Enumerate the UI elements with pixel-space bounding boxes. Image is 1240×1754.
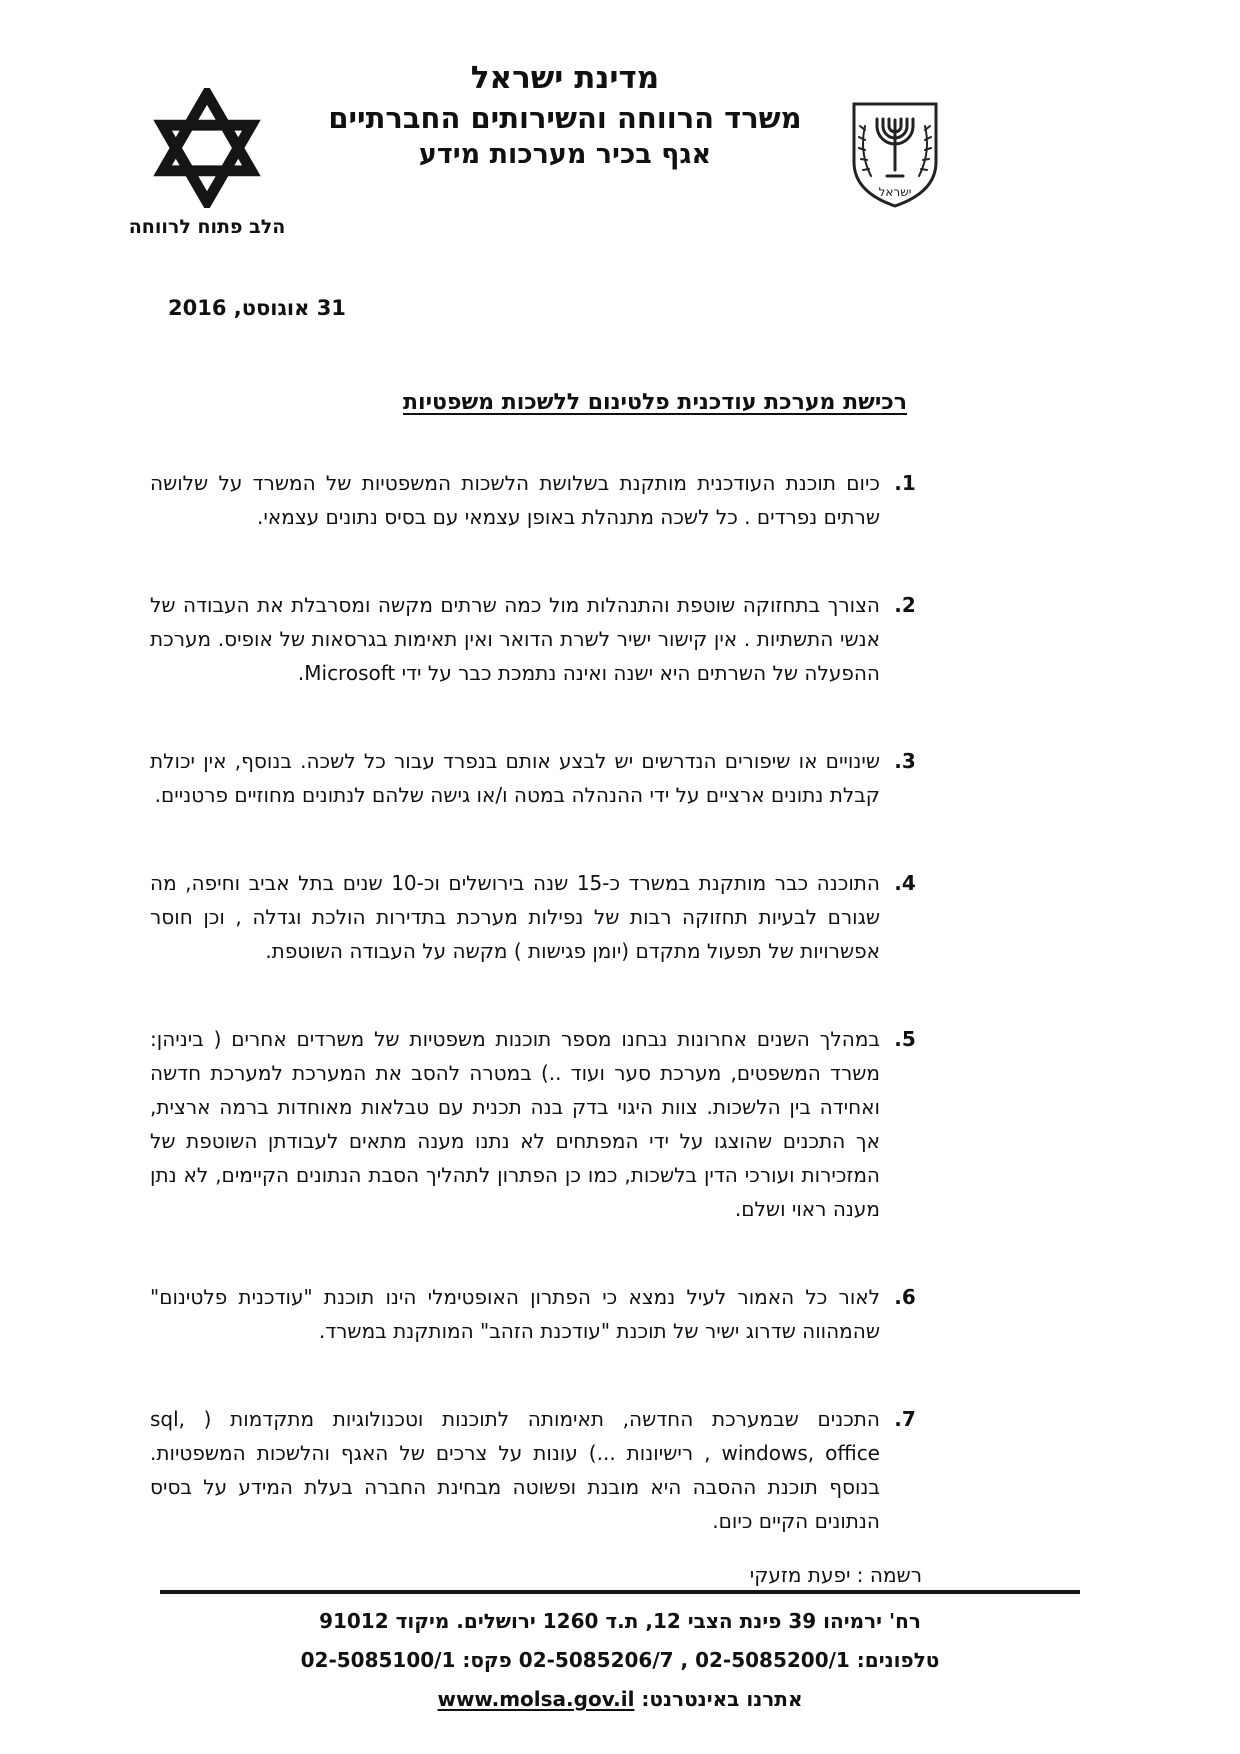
- paragraph-text: במהלך השנים אחרונות נבחנו מספר תוכנות משפטיות של משרדים אחרים ( ביניהן: משרד המשפטים, מערכת סער ועוד ..) במטרה להסב את המערכת למערכת חדשה ואחידה בין הלשכות. צוות היגוי בדק בנה תכנית עם טבלאות מאוחדות ברמה ארצית, אך התכנים שהוצגו על ידי המפתחים לא נתנו מענה מתאים לעבודתן השוטפת של המזכירות ועורכי הדין בלשכות, כמו כן הפתרון לתהליך הסבת הנתונים הקיימים, לא נתן מענה ראוי ושלם.: [150, 1027, 880, 1221]
- paragraph-text: התוכנה כבר מותקנת במשרד כ-15 שנה בירושלים וכ-10 שנים בתל אביב וחיפה, מה שגורם לבעיות תחזוקה רבות של נפילות מערכת בתדירות הולכת וגדלה , וכן חוסר אפשרויות של תפעול מתקדם (יומן פגישות ) מקשה על העבודה השוטפת.: [150, 871, 880, 963]
- website-link[interactable]: www.molsa.gov.il: [437, 1687, 635, 1711]
- numbered-paragraph: [150, 466, 922, 534]
- letter-date: 31 אוגוסט, 2016: [168, 296, 346, 320]
- israel-state-emblem-icon: [845, 100, 945, 214]
- paragraph-number: 4.: [894, 871, 916, 895]
- numbered-paragraph: [150, 866, 922, 968]
- footer-website-line: [160, 1684, 1080, 1714]
- paragraph-number: 3.: [894, 749, 916, 773]
- paragraph-number: 6.: [894, 1285, 916, 1309]
- state-name: מדינת ישראל: [470, 60, 660, 96]
- letter-body: [150, 466, 922, 1592]
- paragraph-number: 1.: [894, 471, 916, 495]
- paragraph-text: התכנים שבמערכת החדשה, תאימותה לתוכנות וטכנולוגיות מתקדמות ( sql, windows, office , רישיונות ...) עונות על צרכים של האגף והלשכות המשפטיות. בנוסף תוכנת ההסבה היא מובנת ופשוטה מבחינת החברה בעלת המידע על בסיס הנתונים הקיים כיום.: [150, 1407, 880, 1533]
- letter-subject-title: רכישת מערכת עודכנית פלטינום ללשכות משפטיות: [402, 390, 908, 415]
- footer-address: רח' ירמיהו 39 פינת הצבי 12, ת.ד 1260 ירושלים. מיקוד 91012: [319, 1609, 921, 1633]
- numbered-paragraph: [150, 1280, 922, 1348]
- letter-footer: [160, 1590, 1080, 1723]
- paragraph-number: 5.: [894, 1027, 916, 1051]
- letterhead-titles: [215, 58, 915, 173]
- website-label: אתרנו באינטרנט:: [641, 1687, 803, 1711]
- paragraph-text: שינויים או שיפורים הנדרשים יש לבצע אותם בנפרד עבור כל לשכה. בנוסף, אין יכולת קבלת נתונים ארציים על ידי ההנהלה במטה ו/או גישה שלהם לנתונים מחוזיים פרטניים.: [150, 749, 880, 807]
- footer-divider: [160, 1590, 1080, 1594]
- logo-caption: הלב פתוח לרווחה: [128, 216, 286, 238]
- paragraph-text: הצורך בתחזוקה שוטפת והתנהלות מול כמה שרתים מקשה ומסרבלת את העבודה של אנשי התשתיות . אין קישור ישיר לשרת הדואר ואין תאימות בגרסאות של אופיס. מערכת ההפעלה של השרתים היא ישנה ואינה נתמכת כבר על ידי Microsoft.: [150, 593, 880, 685]
- numbered-paragraph: [150, 588, 922, 690]
- paragraph-number: 2.: [894, 593, 916, 617]
- division-name: אגף בכיר מערכות מידע: [418, 139, 712, 171]
- svg-text:ישראל: ישראל: [878, 185, 912, 199]
- recorded-by-signature: רשמה : יפעת מזעקי: [749, 1563, 922, 1587]
- paragraph-text: לאור כל האמור לעיל נמצא כי הפתרון האופטימלי הינו תוכנת "עודכנית פלטינום" שהמהווה שדרוג ישיר של תוכנת "עודכנת הזהב" המותקנת במשרד.: [150, 1285, 880, 1343]
- paragraph-number: 7.: [894, 1407, 916, 1431]
- numbered-paragraph: [150, 744, 922, 812]
- numbered-paragraph: [150, 1402, 922, 1538]
- paragraph-text: כיום תוכנת העודכנית מותקנת בשלושת הלשכות המשפטיות של המשרד על שלושה שרתים נפרדים . כל לשכה מתנהלת באופן עצמאי עם בסיס נתונים עצמאי.: [150, 471, 880, 529]
- footer-phones: טלפונים: 02-5085200/1 , 02-5085206/7 פקס: 02-5085100/1: [300, 1648, 940, 1672]
- numbered-paragraph: [150, 1022, 922, 1226]
- ministry-name: משרד הרווחה והשירותים החברתיים: [328, 100, 802, 135]
